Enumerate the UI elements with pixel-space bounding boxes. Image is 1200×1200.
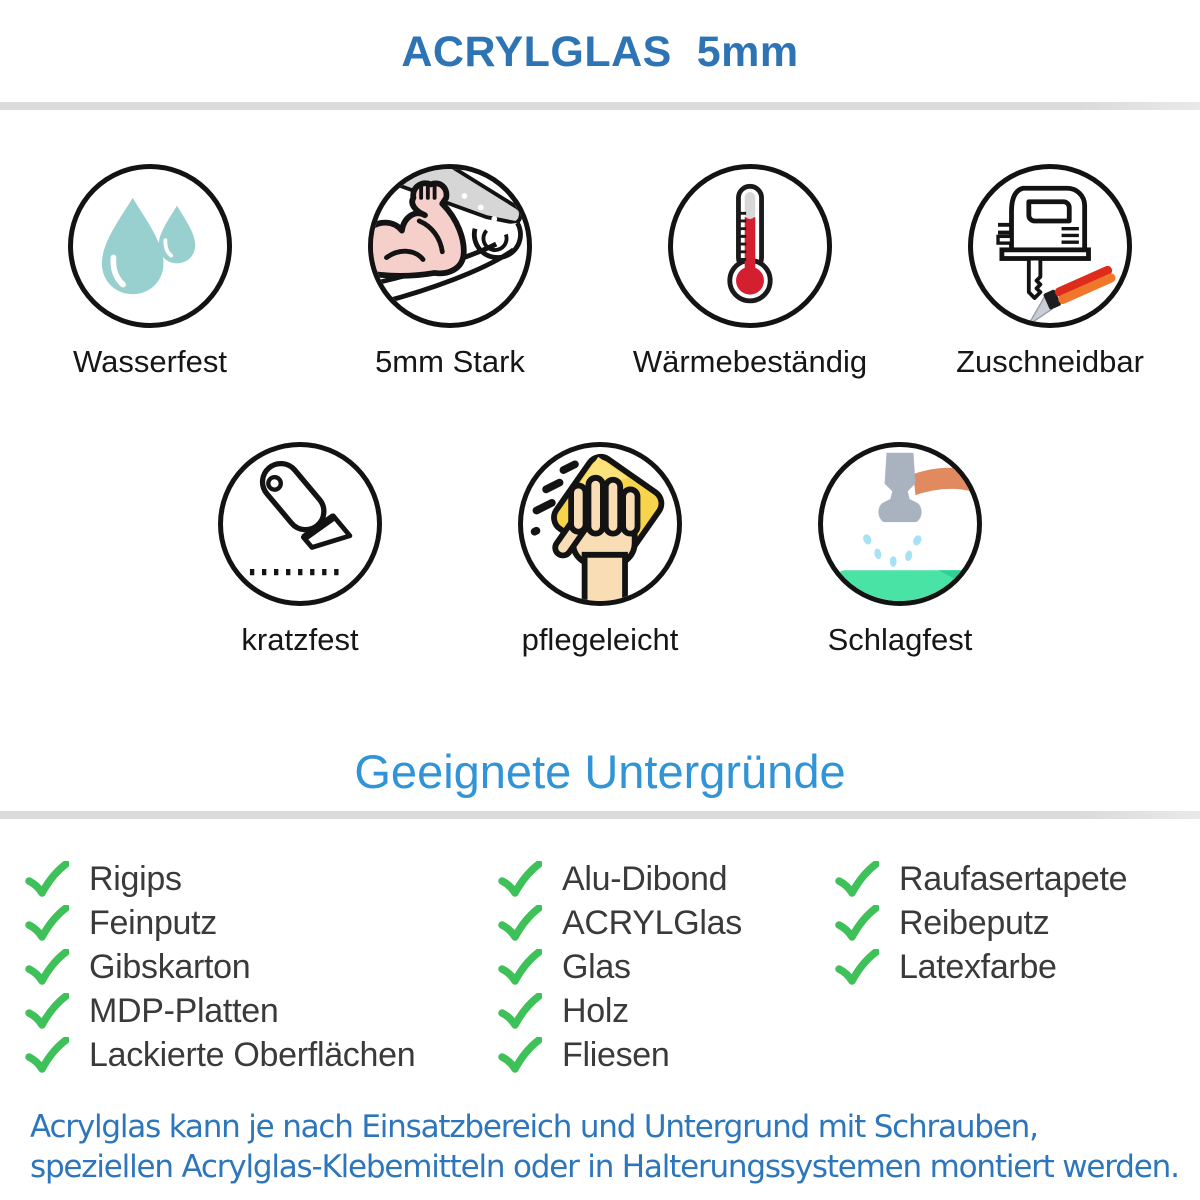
divider-surfaces [0,811,1200,819]
surface-label: Latexfarbe [899,947,1057,986]
surface-label: Alu-Dibond [562,859,728,898]
surfaces-column-1 [25,857,498,1077]
surface-label: Holz [562,991,629,1030]
hammer-impact-icon [818,442,982,606]
check-icon [25,993,69,1029]
mounting-note-line1: Acrylglas kann je nach Einsatzbereich und Untergrund mit Schrauben, [30,1109,1038,1145]
check-icon [25,861,69,897]
feature-wasserfest [68,164,232,380]
check-icon [25,905,69,941]
surface-label: Glas [562,947,631,986]
surface-label: Reibeputz [899,903,1050,942]
list-item [498,945,835,989]
feature-row-2 [0,442,1200,658]
feature-label: Wärmebeständig [632,344,868,379]
feature-waermebestaendig [633,164,867,380]
check-icon [835,949,879,985]
list-item [25,1033,498,1077]
check-icon [498,1037,542,1073]
list-item [498,857,835,901]
feature-label: Wasserfest [73,344,227,379]
flexed-arm-sheet-icon [368,164,532,328]
check-icon [498,993,542,1029]
surface-label: Gibskarton [89,947,251,986]
check-icon [25,949,69,985]
wiping-hand-icon [518,442,682,606]
page-title: ACRYLGLAS 5mm [401,28,799,76]
list-item [835,945,1200,989]
feature-label: 5mm Stark [375,344,525,379]
surface-label: ACRYLGlas [562,903,742,942]
check-icon [835,905,879,941]
feature-label: Schlagfest [827,622,973,657]
surfaces-heading: Geeignete Untergründe [354,745,846,798]
feature-5mm-stark [368,164,532,380]
check-icon [498,949,542,985]
water-drops-icon [68,164,232,328]
feature-zuschneidbar [956,164,1144,380]
feature-label: pflegeleicht [521,622,679,657]
feature-kratzfest [218,442,382,658]
check-icon [498,861,542,897]
list-item [25,989,498,1033]
check-icon [498,905,542,941]
list-item [835,857,1200,901]
list-item [498,1033,835,1077]
surface-label: Rigips [89,859,182,898]
feature-schlagfest [818,442,982,658]
surface-label: Feinputz [89,903,218,942]
feature-pflegeleicht [518,442,682,658]
surface-label: Lackierte Oberflächen [89,1035,416,1074]
surface-label: Fliesen [562,1035,670,1074]
feature-label: Zuschneidbar [956,344,1144,379]
list-item [25,857,498,901]
surfaces-column-2 [498,857,835,1077]
utility-knife-icon [218,442,382,606]
list-item [498,901,835,945]
mounting-note [30,1107,1200,1187]
check-icon [835,861,879,897]
surface-label: Raufasertapete [899,859,1128,898]
list-item [498,989,835,1033]
feature-label: kratzfest [241,622,359,657]
list-item [25,945,498,989]
surface-label: MDP-Platten [89,991,279,1030]
divider-top [0,102,1200,110]
jigsaw-cutter-icon [968,164,1132,328]
list-item [835,901,1200,945]
surfaces-column-3 [835,857,1200,1077]
surfaces-list [0,857,1200,1077]
mounting-note-line2: speziellen Acrylglas-Klebemitteln oder in Halterungssystemen montiert werden. [30,1149,1179,1185]
thermometer-icon [668,164,832,328]
check-icon [25,1037,69,1073]
feature-row-1 [0,164,1200,380]
list-item [25,901,498,945]
